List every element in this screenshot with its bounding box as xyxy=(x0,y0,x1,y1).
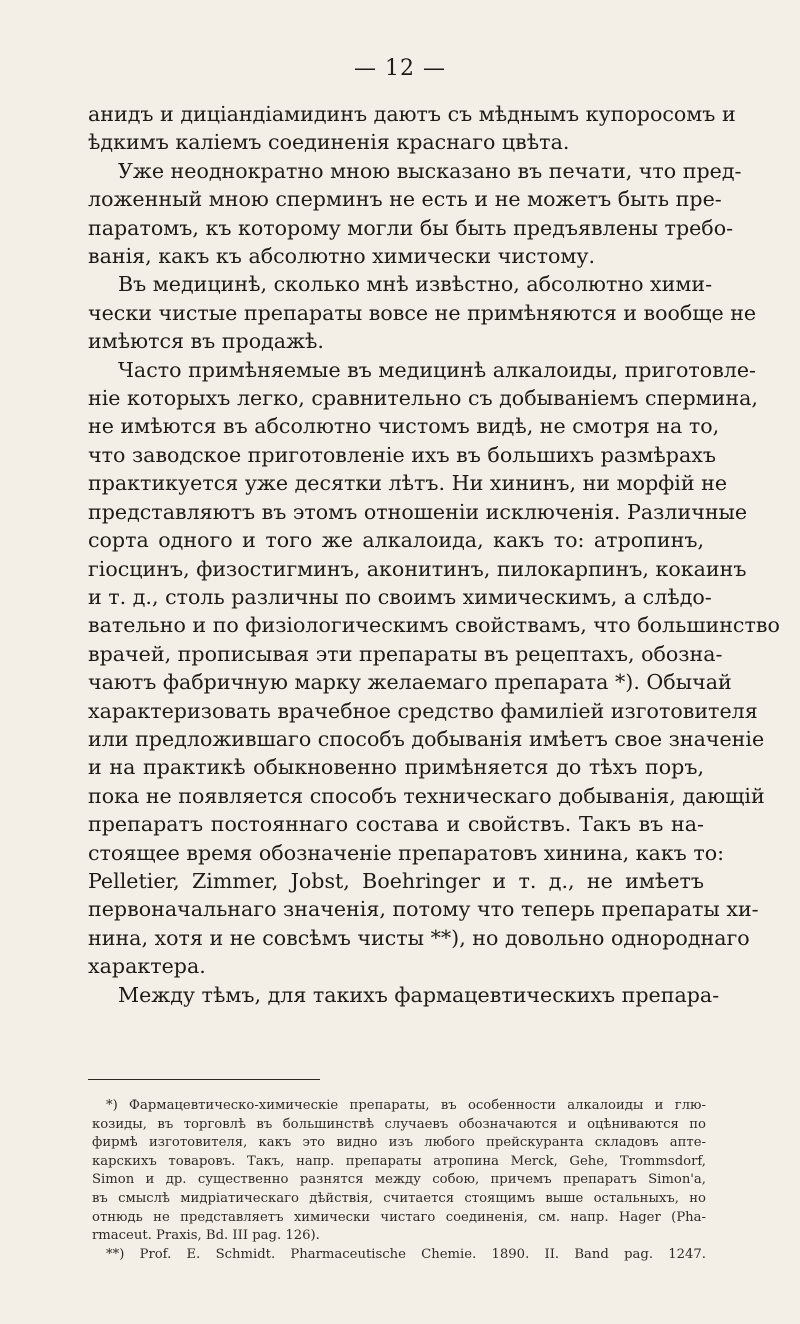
main-text-block xyxy=(88,100,780,1009)
text-line: и т. д., столь различны по своимъ химическимъ, а слѣдо- xyxy=(88,584,712,609)
text-line: характеризовать врачебное средство фамиліей изготовителя xyxy=(88,698,758,723)
text-line: и на практикѣ обыкновенно примѣняется до тѣхъ поръ, xyxy=(88,755,704,780)
footnotes-block xyxy=(92,1097,706,1264)
text-line: паратомъ, къ которому могли бы быть предъявлены требо- xyxy=(88,215,734,240)
text-line: Уже неоднократно мною высказано въ печати, что пред- xyxy=(118,158,742,183)
footnote-divider xyxy=(88,1079,320,1080)
text-line: или предложившаго способъ добыванія имѣетъ свое значеніе xyxy=(88,726,765,751)
page-number: — 12 — xyxy=(354,56,446,81)
text-line: представляютъ въ этомъ отношеніи исключенія. Различные xyxy=(88,499,748,524)
text-line: ѣдкимъ каліемъ соединенія краснаго цвѣта. xyxy=(88,130,570,155)
text-line: имѣются въ продажѣ. xyxy=(88,329,324,354)
footnote-line: *) Фармацевтическо-химическіе препараты, въ особенности алкалоиды и глю- xyxy=(106,1098,706,1113)
text-line: гіосцинъ, физостигминъ, аконитинъ, пилокарпинъ, кокаинъ xyxy=(88,556,747,581)
text-line: не имѣются въ абсолютно чистомъ видѣ, не смотря на то, xyxy=(88,414,720,439)
text-line: пока не появляется способъ техническаго добыванія, дающій xyxy=(88,783,765,808)
text-line: Часто примѣняемые въ медицинѣ алкалоиды, приготовле- xyxy=(118,357,757,382)
text-line: Въ медицинѣ, сколько мнѣ извѣстно, абсолютно хими- xyxy=(118,272,713,297)
text-line: стоящее время обозначеніе препаратовъ хинина, какъ то: xyxy=(88,840,725,865)
text-line: ніе которыхъ легко, сравнительно съ добываніемъ спермина, xyxy=(88,386,758,411)
text-line: Между тѣмъ, для такихъ фармацевтическихъ препара- xyxy=(118,982,720,1007)
footnote-line: въ смыслѣ мидріатическаго дѣйствія, считается стоящимъ выше остальныхъ, но xyxy=(92,1190,706,1206)
text-line: препаратъ постояннаго состава и свойствъ. Такъ въ на- xyxy=(88,812,704,837)
text-line: вательно и по физіологическимъ свойствамъ, что большинство xyxy=(88,613,780,638)
text-line: первоначальнаго значенія, потому что теперь препараты хи- xyxy=(88,897,759,922)
footnote-line: Simon и др. существенно разнятся между собою, причемъ препаратъ Simon'a, xyxy=(92,1172,706,1188)
text-line: Pelletier, Zimmer, Jobst, Boehringer и т. д., не имѣетъ xyxy=(88,868,704,893)
footnote-line: фирмѣ изготовителя, какъ это видно изъ любого прейскуранта складовъ апте- xyxy=(92,1135,706,1151)
footnote-line: rmaceut. Praxis, Bd. III pag. 126). xyxy=(92,1228,320,1244)
footnote-line: **) Prof. E. Schmidt. Pharmaceutische Chemie. 1890. II. Band pag. 1247. xyxy=(106,1246,706,1262)
text-line: ванія, какъ къ абсолютно химически чистому. xyxy=(88,244,596,269)
text-line: практикуется уже десятки лѣтъ. Ни хининъ, ни морфій не xyxy=(88,471,728,496)
text-line: характера. xyxy=(88,954,206,979)
text-line: чаютъ фабричную марку желаемаго препарата *). Обычай xyxy=(88,670,732,695)
footnote-line: козиды, въ торговлѣ въ большинствѣ случаевъ обозначаются и оцѣниваются по xyxy=(92,1116,706,1132)
footnote-line: отнюдь не представляетъ химически чистаго соединенія, см. напр. Hager (Pha- xyxy=(92,1209,706,1225)
text-line: что заводское приготовленіе ихъ въ большихъ размѣрахъ xyxy=(88,442,716,467)
text-line: сорта одного и того же алкалоида, какъ то: атропинъ, xyxy=(88,528,704,553)
text-line: врачей, прописывая эти препараты въ рецептахъ, обозна- xyxy=(88,641,723,666)
text-line: анидъ и диціандіамидинъ даютъ съ мѣднымъ купоросомъ и xyxy=(88,102,736,126)
text-line: нина, хотя и не совсѣмъ чисты **), но довольно однороднаго xyxy=(88,925,750,950)
footnote-line: карскихъ товаровъ. Такъ, напр. препараты атропина Merck, Gehe, Trommsdorf, xyxy=(92,1153,706,1169)
text-line: чески чистые препараты вовсе не примѣняются и вообще не xyxy=(88,300,757,325)
text-line: ложенный мною сперминъ не есть и не можетъ быть пре- xyxy=(88,187,722,212)
